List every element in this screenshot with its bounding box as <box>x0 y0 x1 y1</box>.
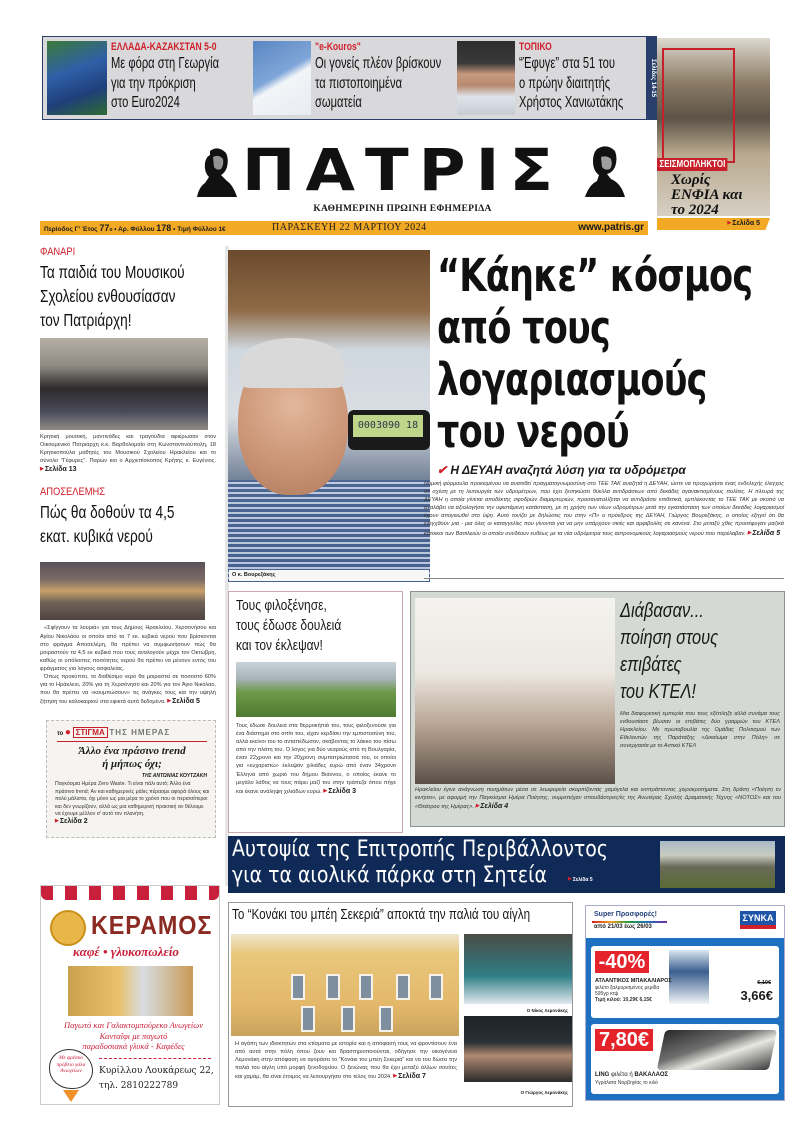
teaser-kicker: ΕΛΛΑΔΑ-ΚΑΖΑΚΣΤΑΝ 5-0 <box>111 41 217 53</box>
divider <box>424 578 784 579</box>
page-ref[interactable]: ▶ Σελίδα 13 <box>40 466 77 473</box>
story-aposelemis[interactable] <box>40 486 220 706</box>
dessert-photo <box>68 966 193 1016</box>
story-headline: Διάβασαν... ποίηση στους επιβάτες του ΚΤΕΛ! <box>620 600 719 703</box>
window <box>301 1006 315 1032</box>
page-ref[interactable]: ▶ Σελίδα 5 <box>167 698 200 705</box>
column-brand: το ● ΣΤΙΓΜΑ ΤΗΣ ΗΜΕΡΑΣ <box>57 727 171 739</box>
column-body: Παγκόσμια Ημέρα Zero Waste. Τι είναι πάλι αυτό; Άλλο ένα πράσινο trend; Αν και καθημερινές μάλις πέρασμε αφορά όλους και πολύ μάλιστα, όχι μόνο ως μια μέρα το χρόνο που οι περισσότεροι και δεν γνωρίζουν, αλλά ως μια καθημερινή πρακτική αν θέλουμε να έχουμε μέλλον σ' αυτό τον πλανήτη. ▶ Σελίδα 2 <box>55 781 210 826</box>
main-subhead: ✔ Η ΔΕΥΑΗ αναζητά λύση για τα υδρόμετρα <box>437 463 686 477</box>
story-wind-parks[interactable] <box>228 836 785 893</box>
checkmark-icon: ✔ <box>437 463 448 477</box>
reservoir-photo <box>40 562 205 620</box>
teaser-headline: Με φόρα στη Γεωργία για την πρόκριση στο Euro2024 <box>111 55 220 111</box>
story-body-continued: Ηρακλείου έγινε ανάγνωση ποιημάτων μέσα σε λεωφορεία σκορπίζοντας χαμόγελα και εισπράττοντας χειροκροτήματα. Στη δράση «Ποίηση εν κινήσει», με αφορμή την Παγκόσμια Ημέρα Ποίησης, συμμετείχαν σπουδάστριες/ές της Ανωτέρας Σχολής Δραματικής Τέχνης «ΝΟΤΟΣ» και του «Θεάτρου της Ημέρας». ▶ Σελίδα 4 <box>415 786 781 811</box>
story-headline: Αυτοψία της Επιτροπής Περιβάλλοντος για τα αιολικά πάρκα στη Σητεία <box>232 837 608 888</box>
ad-title: Super Προσφορές! <box>594 911 657 918</box>
quake-kicker: ΣΕΙΣΜΟΠΛΗΚΤΟΙ <box>657 158 728 171</box>
column-headline: Άλλο ένα πράσινο trend ή μήπως όχι; <box>78 745 186 771</box>
photo-caption: Ο Νίκος Λεμονάκης <box>526 1008 568 1013</box>
quake-story[interactable] <box>657 38 770 238</box>
website-link[interactable]: www.patris.gr <box>578 222 644 233</box>
ad-brand: ΚΕΡΑΜΟΣ <box>91 910 213 940</box>
portrait-photo <box>464 934 572 1004</box>
story-headline: Τους φιλοξένησε, τους έδωσε δουλειά και τον έκλεψαν! <box>236 597 342 654</box>
ice-cream-cone-icon <box>63 1090 79 1102</box>
teaser-kicker: ΤΟΠΙΚΟ <box>519 41 552 53</box>
page-ref[interactable]: ▶ Σελίδα 7 <box>393 1073 426 1080</box>
issue-date: ΠΑΡΑΣΚΕΥΗ 22 ΜΑΡΤΙΟΥ 2024 <box>272 222 427 233</box>
teaser-headline: Οι γονείς πλέον βρίσκουν τα πιστοποιημένα σωματεία <box>315 55 442 111</box>
story-body: Η αγάπη των ιδιοκτητών στα κτίσματα με ιστορία και η απόφασή τους να φροντίσουν ένα από αυτά στην πόλη όπου ζουν και δραστηριοποιούνται, οδήγησε την οικογένεια Λεμονάκη στην απόφαση να αγοράσει το “Κονάκι του μπέη Σεκεριά” και να του δώσει την παλιά του αίγλη υπό μορφή ξενοδοχείου. Ο ξενώνας που θα έχει μεταξύ άλλων σουίτες και χαμάμ, θα είναι έτοιμος να λειτουργήσει στο τέλος του 2024. ▶ Σελίδα 7 <box>235 1040 457 1081</box>
product-name: LING φιλέτα ή ΒΑΚΑΛΑΟΣ <box>595 1072 669 1078</box>
page-ref[interactable]: ▶ Σελίδα 5 <box>747 530 780 537</box>
portrait-photo <box>457 41 515 115</box>
hair <box>240 338 345 388</box>
greenhouse-photo <box>236 662 396 717</box>
quake-headline: Χωρίς ΕΝΦΙΑ και το 2024 <box>671 172 743 218</box>
divider <box>592 921 667 923</box>
window <box>291 974 305 1000</box>
keramos-emblem-icon <box>50 910 86 946</box>
shirt <box>228 480 430 582</box>
speech-cloud: Με φρέσκο πρόβειο γάλα Ανωγείων <box>49 1049 93 1089</box>
teaser-ekouros[interactable] <box>253 41 453 115</box>
mansion-photo <box>231 934 459 1036</box>
masthead-tagline: ΚΑΘΗΜΕΡΙΝΗ ΠΡΩΙΝΗ ΕΦΗΜΕΡΙΔΑ <box>313 204 492 214</box>
photo-caption: Ο Γιώργος Λεμονάκης <box>520 1090 568 1095</box>
teaser-strip <box>42 36 657 120</box>
teaser-football[interactable] <box>47 41 247 115</box>
photo-frame <box>662 48 735 163</box>
newspaper-logo[interactable]: ΠΑΤΡΙΣ <box>241 137 564 205</box>
divider <box>57 741 207 742</box>
story-kicker: ΦΑΝΑΡΙ <box>40 246 76 258</box>
map-image <box>253 41 311 115</box>
main-headline[interactable]: “Κάηκε” κόσμος από τους λογαριασμούς του νερού <box>437 249 753 458</box>
story-poetry[interactable] <box>410 591 785 827</box>
portrait-icon <box>585 145 627 197</box>
students-photo <box>40 338 208 430</box>
logo-stripe <box>740 925 776 929</box>
window <box>379 1006 393 1032</box>
page-ref[interactable]: ▶ Σελίδα 5 <box>727 220 760 227</box>
synka-logo: ΣΥΝΚΑ <box>740 911 776 925</box>
story-body: «Σφίγγουν τα λουριά» για τους Δήμους Ηρακλείου, Χερσονήσου και Αγίου Νικολάου οι οποίοι από τα 7 εκ. κυβικά νερού που βρίσκονται στο φράγμα Αποσελέμη, θα πρέπει να συμφωνήσουν πώς θα μοιραστούν τα 4,5 εκ κυβικά που τους αναλογούν μέχρι τον Οκτώβρη, καθώς οι υπόλοιπες ποσότητες νερού θα πρέπει να μένουν εντός του φράγματος για λόγους ασφαλείας. Όπως προκύπτει, το διαθέσιμο νερό θα μοιραστεί σε ποσοστό 60% για το Ηράκλειο, 20% για τη Χερσόνησο και 20% για τον Άγιο Νικόλαο, που θα πρέπει να «κουμπώσουν» τις ανάγκες τους και την υψηλή ζήτηση του καλοκαιριού στα εφικτά αυτά δεδομένα. ▶ Σελίδα 5 <box>40 624 216 706</box>
main-story-photo <box>228 250 430 582</box>
location-pin-icon: ● <box>64 727 71 739</box>
offer-card <box>591 946 779 1018</box>
ad-offerings: Παγωτό και Γαλακτομπούρεκο Ανωγείων Κανταΐφι με παγωτό παραδοσιακά γλυκά - Καφέδες <box>64 1020 203 1051</box>
teaser-local[interactable] <box>457 41 647 115</box>
issue-info: Περίοδος Γ' Έτος 77ο • Αρ. Φύλλου 178 • Τιμή Φύλλου 1€ <box>44 223 226 233</box>
price-badge: 7,80€ <box>595 1029 653 1051</box>
ad-dates: από 21/03 έως 26/03 <box>594 924 652 930</box>
fish-photo <box>657 1030 778 1070</box>
story-body: Τους έδωσε δουλειά στα θερμοκήπιά του, τους φιλοξενούσε για ένα διάστημα στο σπίτι του, είχαν κερδίσει την εμπιστοσύνη του, αλλά εκείνοι του το ανταπέδωσαν, σκάβοντας το λάκκο του πίσω από την πλάτη του. Ο λόγος για δύο νεαρούς από τη Βουλγαρία, έναν 22χρονο και την 20χρονη συμπατριώτισσά του, οι οποίοι για «ευχαριστώ» έκλεψαν χιλιάδες ευρώ από έναν 34χρονο Έλληνα από χωριό του δήμου Βιάννου, ο οποίος έκανε το μεγάλο λάθος να τους πάρει μαζί του στην τράπεζα όπου πήγε και έκανε ανάληψη χιλιάδων ευρώ. ▶ Σελίδα 3 <box>236 722 396 796</box>
divider <box>99 1058 211 1059</box>
product-desc: Υγράλατα Νορβηγίας το κιλό <box>595 1080 658 1086</box>
story-theft[interactable] <box>228 591 403 833</box>
ad-address: Κυρίλλου Λουκάρεως 22, τηλ. 2810222789 <box>99 1066 214 1091</box>
window <box>326 974 340 1000</box>
page-ref[interactable]: ▶ Σελίδα 3 <box>323 788 356 795</box>
column-author: ΤΗΣ ΑΝΤΩΝΙΑΣ ΚΟΥΤΖΑΚΗ <box>141 773 207 780</box>
discount-badge: -40% <box>595 951 649 973</box>
story-kicker: ΑΠΟΣΕΛΕΜΗΣ <box>40 486 106 499</box>
left-column <box>40 246 220 838</box>
ad-subtitle: καφέ • γλυκοπωλείο <box>73 944 179 959</box>
ad-header <box>586 906 784 938</box>
column-stigma[interactable] <box>46 720 216 838</box>
teaser-headline: “Έφυγε” στα 51 του ο πρώην διαιτητής Χρήστος Χανιωτάκης <box>519 55 624 111</box>
story-headline: Το “Κονάκι του μπέη Σεκεριά” αποκτά την παλιά του αίγλη <box>232 906 531 923</box>
product-pack-photo <box>669 950 709 1004</box>
story-body: Κρητική μουσική, μαντινάδες και τραγούδια αφιέρωσαν στον Οικουμενικό Πατριάρχη κ.κ. Βαρθολομαίο στη Κωνσταντινούπολη, 18 Κρητικοπούλα μαθητές του Μουσικού Σχολείου Ηρακλείου και το σύνολο "Γέφυρες". Παρών και ο Αρχιεπίσκοπος Κρήτης κ. Ευγένιος. ▶ Σελίδα 13 <box>40 433 216 474</box>
main-body: Νομική φόρμουλα προκειμένου να ανατεθεί πραγματογνωμοσύνη στο ΤΕΕ ΤΑΚ αναζητά η ΔΕΥΑΗ, ώστε να προχωρήσει ένας ενδελεχής έλεγχος σε σχέση με τη λειτουργία των υδρομέτρων, που έχει ξεσηκώσει θύελλα αντιδράσεων από δεκάδες αγανακτισμένους πολίτες. Η πλευρά της ΔΕΥΑΗ η οποία γίνεται αποδέκτης σφοδρών διαμαρτυριών, προσανατολίζεται να αντιδράσει επιθετικά, εμπλέκοντας το ΤΕΕ ΤΑΚ με σκοπό να αναλάβει να αξιολογήσει την υφιστάμενη κατάσταση, με τη χρήση των νέων υδρομέτρων μετά την εγκατάσταση των οποίων δεκάδες λογαριασμοί έχουν απογειωθεί στο ύψη. Αυτό τονίζει με δηλώσεις του στην «Π» ο πρόεδρος της ΔΕΥΑΗ, Γιώργος Βουρεξάκης, ο οποίος εξηγεί ότι θα ελεγχθούν μια - μια όλες οι καταγγελίες που γίνονται για να μην υπάρχουν σκιές και αμφιβολίες σε κανένα. Στο μεταξύ χθες προσέφυγαν μαζικά κάτοικοι των Βασιλειών οι οποίοι συνδέουν ευθέως με τα νέα υδρόμετρα τους αστρονομικούς λογαριασμούς νερού που παρέλαβαν. ▶ Σελίδα 5 <box>424 480 784 538</box>
product-name: ΑΤΛΑΝΤΙΚΟΣ ΜΠΑΚΑΛΙΑΡΟΣ <box>595 978 672 984</box>
committee-photo <box>660 841 775 888</box>
story-konaki[interactable] <box>228 902 573 1107</box>
photo-caption: Ο κ. Βουρεξάκης <box>229 570 429 581</box>
page-ref[interactable]: ▶ Σελίδα 2 <box>55 818 88 825</box>
window <box>396 974 410 1000</box>
story-fanari[interactable] <box>40 246 220 474</box>
ad-keramos[interactable] <box>40 885 220 1105</box>
window <box>341 1006 355 1032</box>
window <box>359 974 373 1000</box>
offer-card <box>591 1024 779 1094</box>
portrait-photo <box>464 1016 572 1082</box>
teaser-kicker: "e-Kouros" <box>315 41 361 53</box>
window <box>429 974 443 1000</box>
story-body: Μια διαφορετική εμπειρία που τους εξέπληξε αλλά συνάμα τους ενθουσίασε βίωσαν οι επιβάτες δύο γραμμών του ΚΤΕΛ Ηρακλείου. Με πρωτοβουλία της Ομάδας Πολιτισμού των Εθελοντών της Παράταξης «Δικαίωμα στην Πόλη» σε συνεργασία με το Αστικό ΚΤΕΛ <box>620 711 780 750</box>
page-ref[interactable]: ▶ Σελίδα 4 <box>476 803 509 810</box>
ad-synka[interactable] <box>585 905 785 1101</box>
product-desc: φιλέτο ξαλμυρισμένος μερίδα 595γρ κτψ Τιμή κιλού: 10,29€ 6,15€ <box>595 985 660 1003</box>
teaser-pages: Σελίδες 14-15 <box>646 37 656 119</box>
poets-photo <box>415 598 615 784</box>
date-bar <box>40 221 648 235</box>
new-price: 3,66€ <box>740 988 773 1003</box>
old-price: 6,10€ <box>757 980 771 986</box>
football-photo <box>47 41 107 115</box>
story-headline: Πώς θα δοθούν τα 4,5 εκατ. κυβικά νερού <box>40 502 175 547</box>
meter-reading: 0003090 18 <box>353 415 423 437</box>
awning-decoration <box>41 886 219 900</box>
page-ref[interactable]: ▶ Σελίδα 5 <box>568 876 593 883</box>
story-headline: Τα παιδιά του Μουσικού Σχολείου ενθουσίασαν τον Πατριάρχη! <box>40 262 185 330</box>
